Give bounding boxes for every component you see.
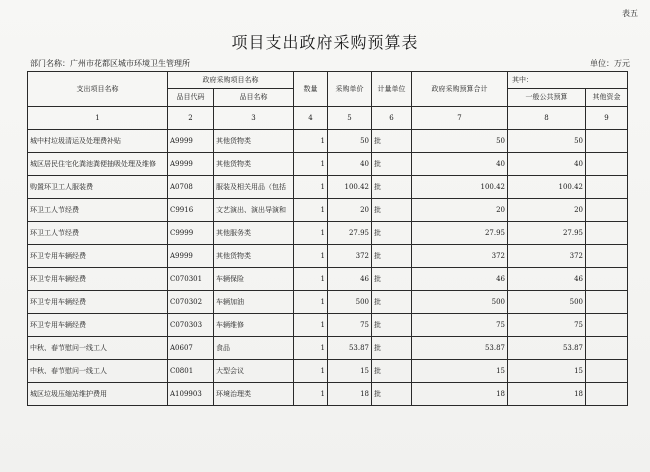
header-item-name: 品目名称: [214, 89, 294, 107]
cell-general: 500: [508, 291, 586, 314]
cell-other: [586, 130, 628, 153]
cell-project: 城中村垃圾清运及处理费补贴: [28, 130, 168, 153]
cell-general: 100.42: [508, 176, 586, 199]
cell-code: A0708: [168, 176, 214, 199]
cell-other: [586, 222, 628, 245]
cell-item: 其他货物类: [214, 245, 294, 268]
column-number: 1: [28, 107, 168, 130]
unit-label: 单位：万元: [590, 59, 630, 68]
cell-other: [586, 360, 628, 383]
table-row: [28, 199, 628, 222]
cell-project: 城区垃圾压缩站维护费用: [28, 383, 168, 406]
header-procurement-group: 政府采购项目名称: [168, 72, 294, 89]
column-number: 8: [508, 107, 586, 130]
cell-unit: 批: [372, 130, 412, 153]
cell-item: 环境治理类: [214, 383, 294, 406]
table-row: [28, 245, 628, 268]
cell-qty: 1: [294, 153, 328, 176]
cell-general: 15: [508, 360, 586, 383]
cell-general: 27.95: [508, 222, 586, 245]
cell-project: 中秋、春节慰问一线工人: [28, 337, 168, 360]
cell-general: 75: [508, 314, 586, 337]
header-item-code: 品目代码: [168, 89, 214, 107]
cell-code: A9999: [168, 245, 214, 268]
cell-other: [586, 199, 628, 222]
cell-code: C070302: [168, 291, 214, 314]
header-project-name: 支出项目名称: [28, 72, 168, 107]
column-number: 9: [586, 107, 628, 130]
header-measure-unit: 计量单位: [372, 72, 412, 107]
table-row: [28, 176, 628, 199]
cell-project: 中秋、春节慰问一线工人: [28, 360, 168, 383]
cell-unit: 批: [372, 268, 412, 291]
cell-project: 城区居民住宅化粪池粪便抽吸处理及维修: [28, 153, 168, 176]
cell-price: 18: [328, 383, 372, 406]
cell-project: 环卫工人节经费: [28, 199, 168, 222]
cell-other: [586, 176, 628, 199]
cell-general: 50: [508, 130, 586, 153]
cell-code: C070303: [168, 314, 214, 337]
cell-total: 18: [412, 383, 508, 406]
column-number: 4: [294, 107, 328, 130]
cell-other: [586, 337, 628, 360]
cell-total: 500: [412, 291, 508, 314]
column-number: 2: [168, 107, 214, 130]
cell-other: [586, 383, 628, 406]
cell-qty: 1: [294, 268, 328, 291]
cell-code: A9999: [168, 153, 214, 176]
cell-unit: 批: [372, 245, 412, 268]
cell-unit: 批: [372, 337, 412, 360]
header-row-top: [28, 72, 628, 89]
cell-price: 50: [328, 130, 372, 153]
cell-price: 53.87: [328, 337, 372, 360]
cell-total: 27.95: [412, 222, 508, 245]
cell-unit: 批: [372, 199, 412, 222]
cell-qty: 1: [294, 199, 328, 222]
header-budget-total: 政府采购预算合计: [412, 72, 508, 107]
cell-item: 其他货物类: [214, 130, 294, 153]
cell-total: 75: [412, 314, 508, 337]
cell-general: 40: [508, 153, 586, 176]
cell-project: 环卫专用车辆经费: [28, 245, 168, 268]
cell-unit: 批: [372, 176, 412, 199]
cell-total: 100.42: [412, 176, 508, 199]
cell-unit: 批: [372, 291, 412, 314]
cell-qty: 1: [294, 314, 328, 337]
cell-price: 27.95: [328, 222, 372, 245]
cell-item: 服装及相关用品（包括: [214, 176, 294, 199]
table-row: [28, 291, 628, 314]
cell-unit: 批: [372, 153, 412, 176]
cell-qty: 1: [294, 130, 328, 153]
cell-other: [586, 268, 628, 291]
header-unit-price: 采购单价: [328, 72, 372, 107]
cell-item: 其他服务类: [214, 222, 294, 245]
cell-price: 15: [328, 360, 372, 383]
cell-general: 46: [508, 268, 586, 291]
cell-total: 46: [412, 268, 508, 291]
cell-item: 车辆加油: [214, 291, 294, 314]
cell-total: 40: [412, 153, 508, 176]
cell-code: A9999: [168, 130, 214, 153]
cell-item: 车辆维修: [214, 314, 294, 337]
cell-qty: 1: [294, 360, 328, 383]
cell-qty: 1: [294, 337, 328, 360]
cell-qty: 1: [294, 291, 328, 314]
cell-price: 372: [328, 245, 372, 268]
cell-qty: 1: [294, 176, 328, 199]
table-row: [28, 383, 628, 406]
cell-code: C9999: [168, 222, 214, 245]
cell-project: 环卫专用车辆经费: [28, 268, 168, 291]
header-other-funds: 其他资金: [586, 89, 628, 107]
cell-item: 食品: [214, 337, 294, 360]
cell-other: [586, 314, 628, 337]
cell-project: 环卫工人节经费: [28, 222, 168, 245]
cell-project: 环卫专用车辆经费: [28, 291, 168, 314]
cell-other: [586, 245, 628, 268]
table-row: [28, 360, 628, 383]
table-row: [28, 130, 628, 153]
cell-general: 53.87: [508, 337, 586, 360]
cell-unit: 批: [372, 383, 412, 406]
cell-general: 20: [508, 199, 586, 222]
cell-other: [586, 153, 628, 176]
header-quantity: 数量: [294, 72, 328, 107]
cell-total: 50: [412, 130, 508, 153]
cell-price: 500: [328, 291, 372, 314]
cell-code: C9916: [168, 199, 214, 222]
table-row: [28, 337, 628, 360]
table-number: 表五: [622, 9, 638, 18]
cell-price: 46: [328, 268, 372, 291]
cell-item: 大型会议: [214, 360, 294, 383]
page-title: 项目支出政府采购预算表: [231, 33, 419, 52]
cell-price: 100.42: [328, 176, 372, 199]
cell-total: 53.87: [412, 337, 508, 360]
cell-unit: 批: [372, 222, 412, 245]
column-number: 7: [412, 107, 508, 130]
cell-item: 文艺演出、演出导演和: [214, 199, 294, 222]
cell-code: C070301: [168, 268, 214, 291]
column-number-row: [28, 107, 628, 130]
procurement-budget-table: [27, 71, 628, 406]
cell-qty: 1: [294, 222, 328, 245]
department-name: 部门名称：广州市花都区城市环境卫生管理所: [30, 59, 190, 68]
cell-code: C0801: [168, 360, 214, 383]
column-number: 6: [372, 107, 412, 130]
cell-price: 20: [328, 199, 372, 222]
header-of-which: 其中：: [508, 72, 628, 89]
cell-total: 20: [412, 199, 508, 222]
cell-qty: 1: [294, 245, 328, 268]
cell-item: 车辆保险: [214, 268, 294, 291]
cell-unit: 批: [372, 314, 412, 337]
table-row: [28, 222, 628, 245]
cell-unit: 批: [372, 360, 412, 383]
column-number: 5: [328, 107, 372, 130]
cell-project: 环卫专用车辆经费: [28, 314, 168, 337]
cell-general: 18: [508, 383, 586, 406]
table-row: [28, 268, 628, 291]
cell-code: A109903: [168, 383, 214, 406]
cell-qty: 1: [294, 383, 328, 406]
table-row: [28, 314, 628, 337]
cell-price: 40: [328, 153, 372, 176]
column-number: 3: [214, 107, 294, 130]
table-row: [28, 153, 628, 176]
cell-general: 372: [508, 245, 586, 268]
cell-total: 15: [412, 360, 508, 383]
cell-total: 372: [412, 245, 508, 268]
cell-price: 75: [328, 314, 372, 337]
cell-project: 购置环卫工人服装费: [28, 176, 168, 199]
cell-code: A0607: [168, 337, 214, 360]
header-general-budget: 一般公共预算: [508, 89, 586, 107]
cell-other: [586, 291, 628, 314]
cell-item: 其他货物类: [214, 153, 294, 176]
